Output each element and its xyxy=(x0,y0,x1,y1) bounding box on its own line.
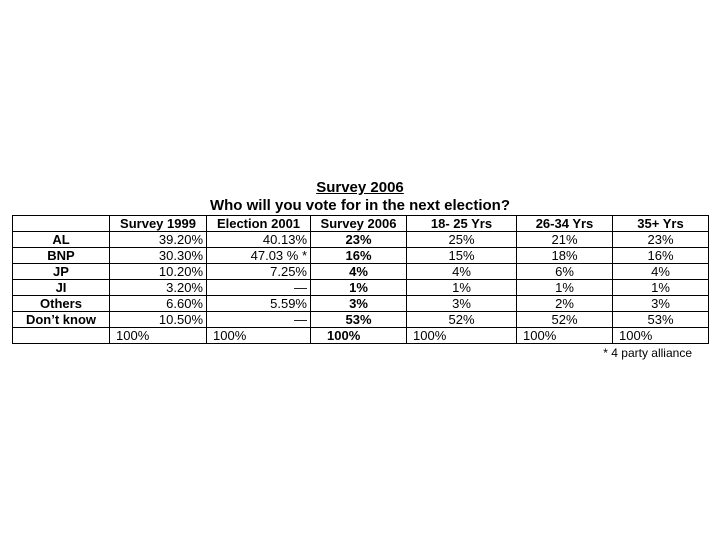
page-title: Survey 2006 xyxy=(316,179,404,196)
cell-survey-1999: 30.30% xyxy=(110,248,207,264)
header-age-26-34: 26-34 Yrs xyxy=(517,216,613,232)
cell-election-2001: 47.03 % * xyxy=(207,248,311,264)
row-label: Don’t know xyxy=(13,312,110,328)
cell-age-18-25: 4% xyxy=(407,264,517,280)
cell-age-26-34: 18% xyxy=(517,248,613,264)
cell-survey-2006: 23% xyxy=(311,232,407,248)
cell-survey-2006: 1% xyxy=(311,280,407,296)
cell-survey-2006: 53% xyxy=(311,312,407,328)
page-subtitle: Who will you vote for in the next election? xyxy=(209,197,510,214)
cell-age-35-plus: 3% xyxy=(613,296,709,312)
cell-age-26-34: 21% xyxy=(517,232,613,248)
survey-table xyxy=(12,215,709,344)
cell-survey-2006: 4% xyxy=(311,264,407,280)
table-row xyxy=(13,248,709,264)
cell-survey-1999: 6.60% xyxy=(110,296,207,312)
cell-survey-1999: 10.20% xyxy=(110,264,207,280)
cell-age-26-34: 6% xyxy=(517,264,613,280)
row-label: JP xyxy=(13,264,110,280)
header-survey-1999: Survey 1999 xyxy=(110,216,207,232)
total-age-26-34: 100% xyxy=(517,328,613,344)
cell-age-35-plus: 53% xyxy=(613,312,709,328)
table-totals-row xyxy=(13,328,709,344)
table-header-row xyxy=(13,216,709,232)
total-survey-1999: 100% xyxy=(110,328,207,344)
cell-age-26-34: 52% xyxy=(517,312,613,328)
cell-survey-2006: 16% xyxy=(311,248,407,264)
total-survey-2006: 100% xyxy=(311,328,407,344)
cell-age-35-plus: 23% xyxy=(613,232,709,248)
cell-election-2001: — xyxy=(207,312,311,328)
total-age-35-plus: 100% xyxy=(613,328,709,344)
cell-age-35-plus: 1% xyxy=(613,280,709,296)
row-label: JI xyxy=(13,280,110,296)
table-row xyxy=(13,280,709,296)
cell-age-18-25: 25% xyxy=(407,232,517,248)
cell-age-18-25: 52% xyxy=(407,312,517,328)
row-label: BNP xyxy=(13,248,110,264)
footnote: * 4 party alliance xyxy=(603,346,692,360)
table-row xyxy=(13,232,709,248)
cell-election-2001: — xyxy=(207,280,311,296)
total-cell-empty xyxy=(13,328,110,344)
cell-age-18-25: 15% xyxy=(407,248,517,264)
cell-age-35-plus: 4% xyxy=(613,264,709,280)
total-election-2001: 100% xyxy=(207,328,311,344)
cell-survey-2006: 3% xyxy=(311,296,407,312)
header-cell-empty xyxy=(13,216,110,232)
table-row xyxy=(13,312,709,328)
cell-survey-1999: 3.20% xyxy=(110,280,207,296)
header-age-35-plus: 35+ Yrs xyxy=(613,216,709,232)
cell-age-26-34: 1% xyxy=(517,280,613,296)
cell-age-18-25: 3% xyxy=(407,296,517,312)
row-label: Others xyxy=(13,296,110,312)
row-label: AL xyxy=(13,232,110,248)
cell-age-18-25: 1% xyxy=(407,280,517,296)
header-age-18-25: 18- 25 Yrs xyxy=(407,216,517,232)
cell-election-2001: 7.25% xyxy=(207,264,311,280)
header-survey-2006: Survey 2006 xyxy=(311,216,407,232)
header-election-2001: Election 2001 xyxy=(207,216,311,232)
total-age-18-25: 100% xyxy=(407,328,517,344)
table-row xyxy=(13,264,709,280)
cell-age-26-34: 2% xyxy=(517,296,613,312)
cell-survey-1999: 10.50% xyxy=(110,312,207,328)
cell-age-35-plus: 16% xyxy=(613,248,709,264)
table-row xyxy=(13,296,709,312)
cell-survey-1999: 39.20% xyxy=(110,232,207,248)
cell-election-2001: 5.59% xyxy=(207,296,311,312)
cell-election-2001: 40.13% xyxy=(207,232,311,248)
